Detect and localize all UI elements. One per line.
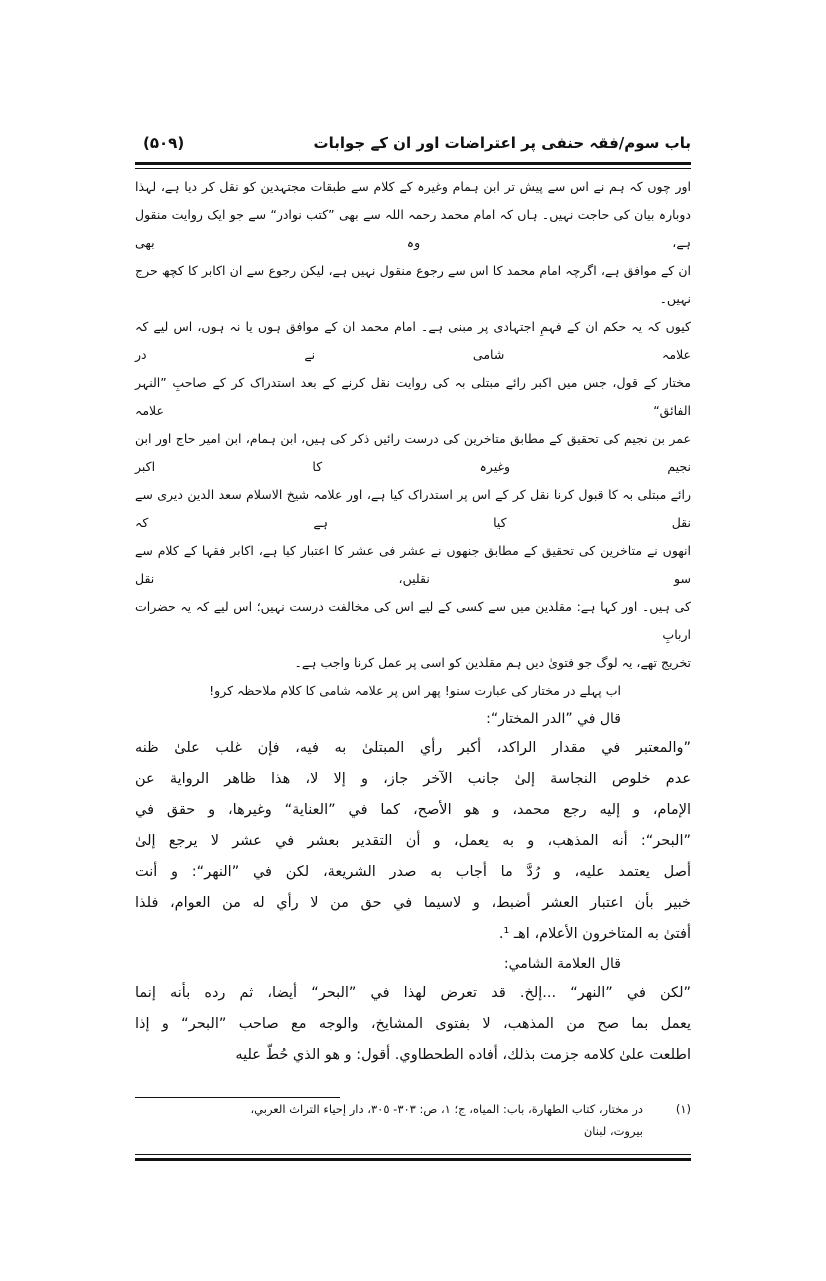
footnote-continued [135, 1120, 691, 1142]
text-line: ”لكن في ”النهر“ ...إلخ. قد تعرض لهذا في ”البحر“ أيضا، ثم رده بأنه إنما [135, 985, 691, 1001]
text-line: عمر بن نجیم کی تحقیق کے مطابق متاخرین کی درست رائیں ذکر کی ہیں، ابن ہمام، ابن امیر حاج اور ابن نجیم وغیرہ کا اکبر [135, 431, 691, 474]
footnote-number: (١) [675, 1102, 691, 1116]
text-line: يعمل بما صح من المذهب، لا بفتوى المشايخ، والوجه مع صاحب ”البحر“ و إذا [135, 1016, 691, 1032]
text-line: کیوں کہ یہ حکم ان کے فہمِ اجتہادی پر مبنی ہے۔ امام محمد ان کے موافق ہوں یا نہ ہوں، اس لیے کہ علامہ شامی نے در [135, 319, 691, 362]
footnote-line: بيروت، لبنان [583, 1124, 643, 1138]
footnote [135, 1098, 691, 1120]
quote2-label: قال العلامة الشامي: [503, 956, 621, 972]
shami-quote [135, 978, 691, 1071]
urdu-paragraph [135, 173, 691, 677]
header-double-rule [135, 162, 691, 169]
text-line: کی ہیں۔ اور کہا ہے: مقلدین میں سے کسی کے لیے اس کی مخالفت درست نہیں؛ اس لیے کہ یہ حضرات اربابِ [135, 599, 691, 642]
document-page [135, 0, 691, 1281]
dur-mukhtar-quote [135, 733, 691, 950]
footer-double-rule [135, 1154, 691, 1161]
running-header [135, 134, 691, 162]
chapter-title: باب سوم/فقہ حنفی پر اعتراضات اور ان کے جوابات [313, 134, 691, 152]
text-line: ”البحر“: أنه المذهب، و به يعمل، و أن التقدير بعشر في عشر لا يرجع إلیٰ [135, 833, 691, 849]
text-line: رائے مبتلی بہ کا قبول کرنا نقل کر کے اس پر استدراک کیا ہے، اور علامہ شیخ الاسلام سعد الدین دیری سے نقل کیا ہے کہ [135, 487, 691, 530]
text-line: اطلعت علیٰ كلامه جزمت بذلك، أفاده الطحطاوي. أقول: و هو الذي حُطّ عليه [235, 1047, 691, 1063]
text-line: الإمام، و إليه رجع محمد، و هو الأصح، كما في ”العناية“ وغيرها، و حقق في [135, 802, 691, 818]
page-number: (۵۰۹) [143, 134, 185, 152]
text-line: عدم خلوص النجاسة إلیٰ جانب الآخر جاز، و إلا لا، هذا ظاهر الرواية عن [135, 771, 691, 787]
text-line: ان کے موافق ہے، اگرچہ امام محمد کا اس سے رجوع منقول نہیں ہے، لیکن رجوع سے ان اکابر کا کچھ حرج نہیں۔ [135, 263, 691, 306]
text-line: اور چوں کہ ہم نے اس سے پیش تر ابن ہمام وغیرہ کے کلام سے طبقات مجتہدین کو نقل کر دیا ہے، لہذا [135, 179, 691, 194]
text-line: أصل يعتمد عليه، و رُدَّ ما أجاب به صدر الشريعة، لكن في ”النهر“: و أنت [135, 864, 691, 880]
text-line: انھوں نے متاخرین کی تحقیق کے مطابق جنھوں نے عشر فی عشر کا اعتبار کیا ہے، اکابر فقہا کے کلام سے سو نقلیں، نقل [135, 543, 691, 586]
instruction-line: اب پہلے در مختار کی عبارت سنو! پھر اس پر علامہ شامی کا کلام ملاحظہ کرو! [209, 683, 621, 698]
text-line: تخریج تھے، یہ لوگ جو فتویٰ دیں ہم مقلدین کو اسی پر عمل کرنا واجب ہے۔ [294, 655, 691, 670]
footnote-line: در مختار، كتاب الطهارة، باب: المياه، ج؛ ١، ص: ٣٠٣- ٣٠٥، دار إحياء التراث العربي، [250, 1102, 643, 1116]
text-line: دوبارہ بیان کی حاجت نہیں۔ ہاں کہ امام محمد رحمہ اللہ سے بھی ”کتب نوادر“ سے جو ایک روایت منقول ہے، وہ بھی [135, 207, 691, 250]
text-line: مختار کے قول، جس میں اکبر رائے مبتلی بہ کی روایت نقل کرنے کے بعد استدراک کر کے صاحبِ ”النہر الفائق“ علامہ [135, 375, 691, 418]
text-line: خبير بأن اعتبار العشر أضبط، و لاسيما في حق من لا رأي له من العوام، فلذا [135, 895, 691, 911]
text-line: أفتیٰ به المتاخرون الأعلام، اهـ ¹. [498, 926, 691, 942]
quote1-label: قال في ”الدر المختار“: [486, 711, 621, 727]
text-line: ”والمعتبر في مقدار الراكد، أكبر رأي المبتلیٰ به فيه، فإن غلب علیٰ ظنه [135, 740, 691, 756]
